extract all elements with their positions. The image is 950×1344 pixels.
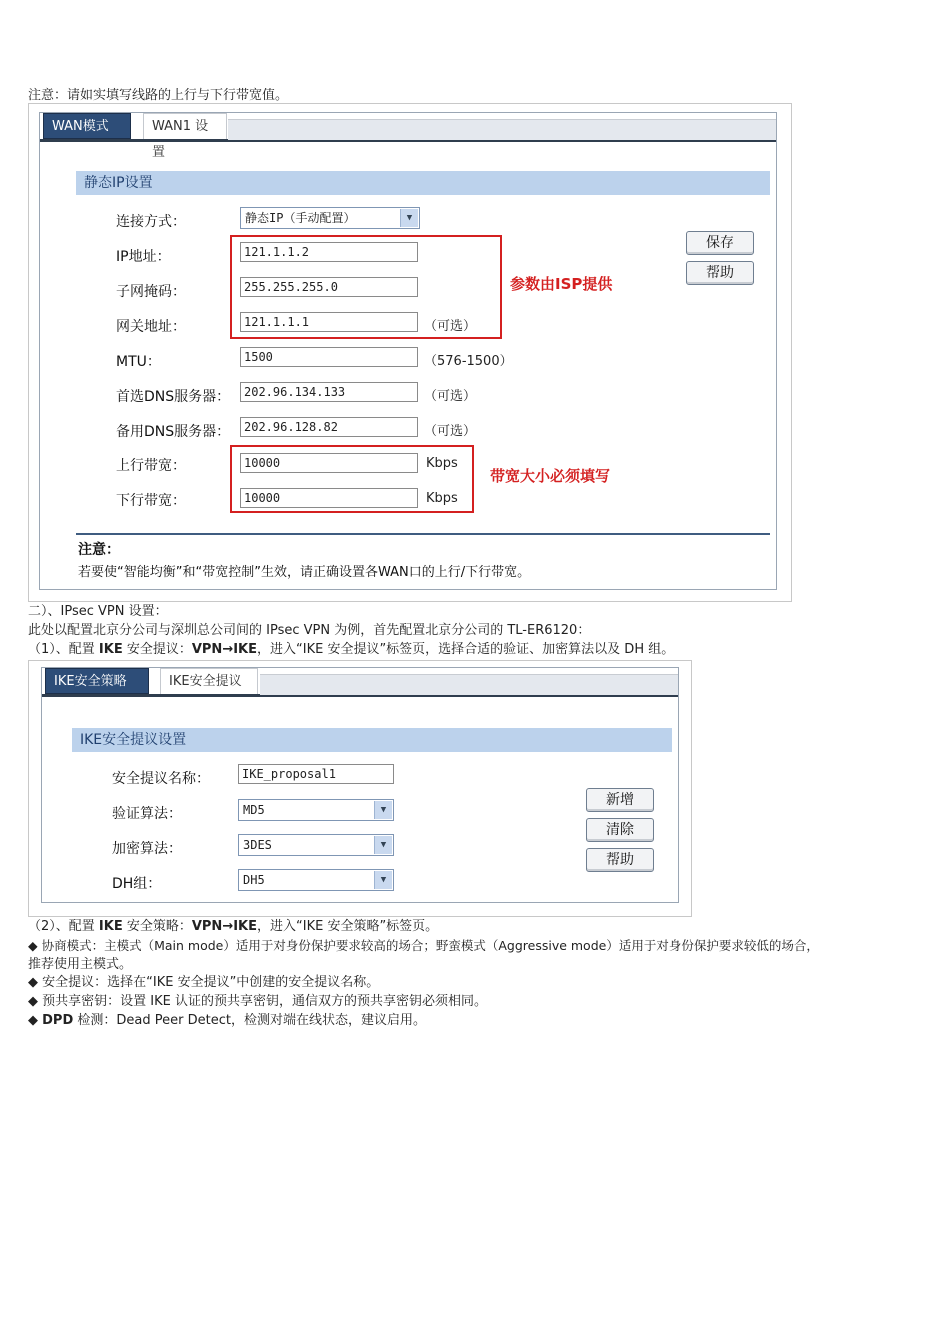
mtu-label: MTU： [116,354,161,370]
bullet-negotiation-mode-cont: 推荐使用主模式。 [28,957,133,972]
ip-address-input[interactable]: 121.1.1.2 [240,242,418,262]
proposal-name-label: 安全提议名称： [112,771,210,787]
upstream-bandwidth-input[interactable]: 10000 [240,453,418,473]
tab-wan1-settings[interactable]: WAN1 设置 [143,113,227,139]
step2-prefix: （2）、配置 [28,919,99,934]
tab-wan-mode[interactable]: WAN模式 [43,113,131,139]
step1-bold-ike: IKE [98,642,123,657]
subnet-mask-label: 子网掩码： [116,284,186,300]
dh-group-select[interactable] [238,869,394,891]
chevron-down-icon: ▼ [374,871,392,889]
section2-title: 二）、IPsec VPN 设置： [28,604,168,619]
encryption-algorithm-value: 3DES [243,838,272,852]
upstream-unit: Kbps [426,456,458,471]
clear-button[interactable]: 清除 [586,818,654,842]
encryption-algorithm-label: 加密算法： [112,841,182,857]
chevron-down-icon: ▼ [374,836,392,854]
bullet-dpd-bold: DPD [42,1013,74,1028]
gateway-hint: （可选） [424,319,477,334]
wan-settings-panel [39,112,777,590]
ike-proposal-panel [41,667,679,903]
secondary-dns-hint: （可选） [424,424,477,439]
wan-tab-bar [40,113,776,160]
downstream-bandwidth-label: 下行带宽： [116,493,186,509]
tab-ike-policy[interactable]: IKE安全策略 [45,668,149,694]
bandwidth-annotation: 带宽大小必须填写 [490,467,611,485]
encryption-algorithm-select[interactable] [238,834,394,856]
step1-bold-path: VPN→IKE [191,642,257,657]
ike-tab-bar [42,668,678,697]
gateway-label: 网关地址： [116,319,186,335]
ike-help-button[interactable]: 帮助 [586,848,654,872]
connection-type-label: 连接方式： [116,214,186,230]
tab-ike-proposal[interactable]: IKE安全提议 [160,668,258,694]
chevron-down-icon: ▼ [400,209,418,227]
bullet-preshared-key: ◆ 预共享密钥：设置 IKE 认证的预共享密钥，通信双方的预共享密钥必须相同。 [28,994,487,1009]
step2-mid: 安全策略： [122,919,192,934]
step1-suffix: ，进入“IKE 安全提议”标签页，选择合适的验证、加密算法以及 DH 组。 [257,642,675,657]
dh-group-value: DH5 [243,873,265,887]
primary-dns-label: 首选DNS服务器： [116,389,231,405]
step1-prefix: （1）、配置 [28,642,99,657]
upstream-bandwidth-label: 上行带宽： [116,458,186,474]
wan-note-text: 若要使“智能均衡”和“带宽控制”生效，请正确设置各WAN口的上行/下行带宽。 [78,565,531,580]
section-ike-proposal: IKE安全提议设置 [72,728,672,752]
section2-desc: 此处以配置北京分公司与深圳总公司间的 IPsec VPN 为例，首先配置北京分公司的 TL-ER6120： [28,623,591,638]
save-button[interactable]: 保存 [686,231,754,255]
bullet-dpd-prefix: ◆ [28,1013,43,1028]
wan-settings-screenshot [28,103,792,602]
primary-dns-input[interactable]: 202.96.134.133 [240,382,418,402]
secondary-dns-label: 备用DNS服务器： [116,424,231,440]
proposal-name-input[interactable]: IKE_proposal1 [238,764,394,784]
step1-line [28,641,674,659]
bullet-negotiation-mode: ◆ 协商模式：主模式（Main mode）适用于对身份保护要求较高的场合；野蛮模式（Aggressive mode）适用于对身份保护要求较低的场合， [28,938,819,953]
downstream-unit: Kbps [426,491,458,506]
ip-address-label: IP地址： [116,249,171,265]
tab-bar-fill [228,119,776,140]
step2-line [28,918,438,936]
step1-mid: 安全提议： [122,642,192,657]
auth-algorithm-select[interactable] [238,799,394,821]
step2-suffix: ，进入“IKE 安全策略”标签页。 [257,919,439,934]
step2-bold-ike: IKE [98,919,123,934]
intro-note: 注意：请如实填写线路的上行与下行带宽值。 [28,88,289,103]
auth-algorithm-value: MD5 [243,803,265,817]
connection-type-value: 静态IP（手动配置） [245,211,356,225]
bullet-dpd-suffix: 检测：Dead Peer Detect，检测对端在线状态，建议启用。 [73,1013,426,1028]
step2-bold-path: VPN→IKE [191,919,257,934]
isp-annotation: 参数由ISP提供 [510,275,613,293]
help-button[interactable]: 帮助 [686,261,754,285]
bullet-dpd [28,1012,426,1030]
dh-group-label: DH组： [112,876,162,892]
secondary-dns-input[interactable]: 202.96.128.82 [240,417,418,437]
add-button[interactable]: 新增 [586,788,654,812]
bullet-security-proposal: ◆ 安全提议：选择在“IKE 安全提议”中创建的安全提议名称。 [28,975,380,990]
mtu-input[interactable]: 1500 [240,347,418,367]
auth-algorithm-label: 验证算法： [112,806,182,822]
ike-tab-bar-fill [260,674,678,695]
ike-proposal-screenshot [28,660,692,917]
primary-dns-hint: （可选） [424,389,477,404]
gateway-input[interactable]: 121.1.1.1 [240,312,418,332]
section-static-ip: 静态IP设置 [76,171,770,195]
note-divider [76,533,770,535]
subnet-mask-input[interactable]: 255.255.255.0 [240,277,418,297]
mtu-hint: （576-1500） [424,354,513,369]
downstream-bandwidth-input[interactable]: 10000 [240,488,418,508]
chevron-down-icon: ▼ [374,801,392,819]
connection-type-select[interactable] [240,207,420,229]
wan-note-title: 注意： [78,542,120,558]
